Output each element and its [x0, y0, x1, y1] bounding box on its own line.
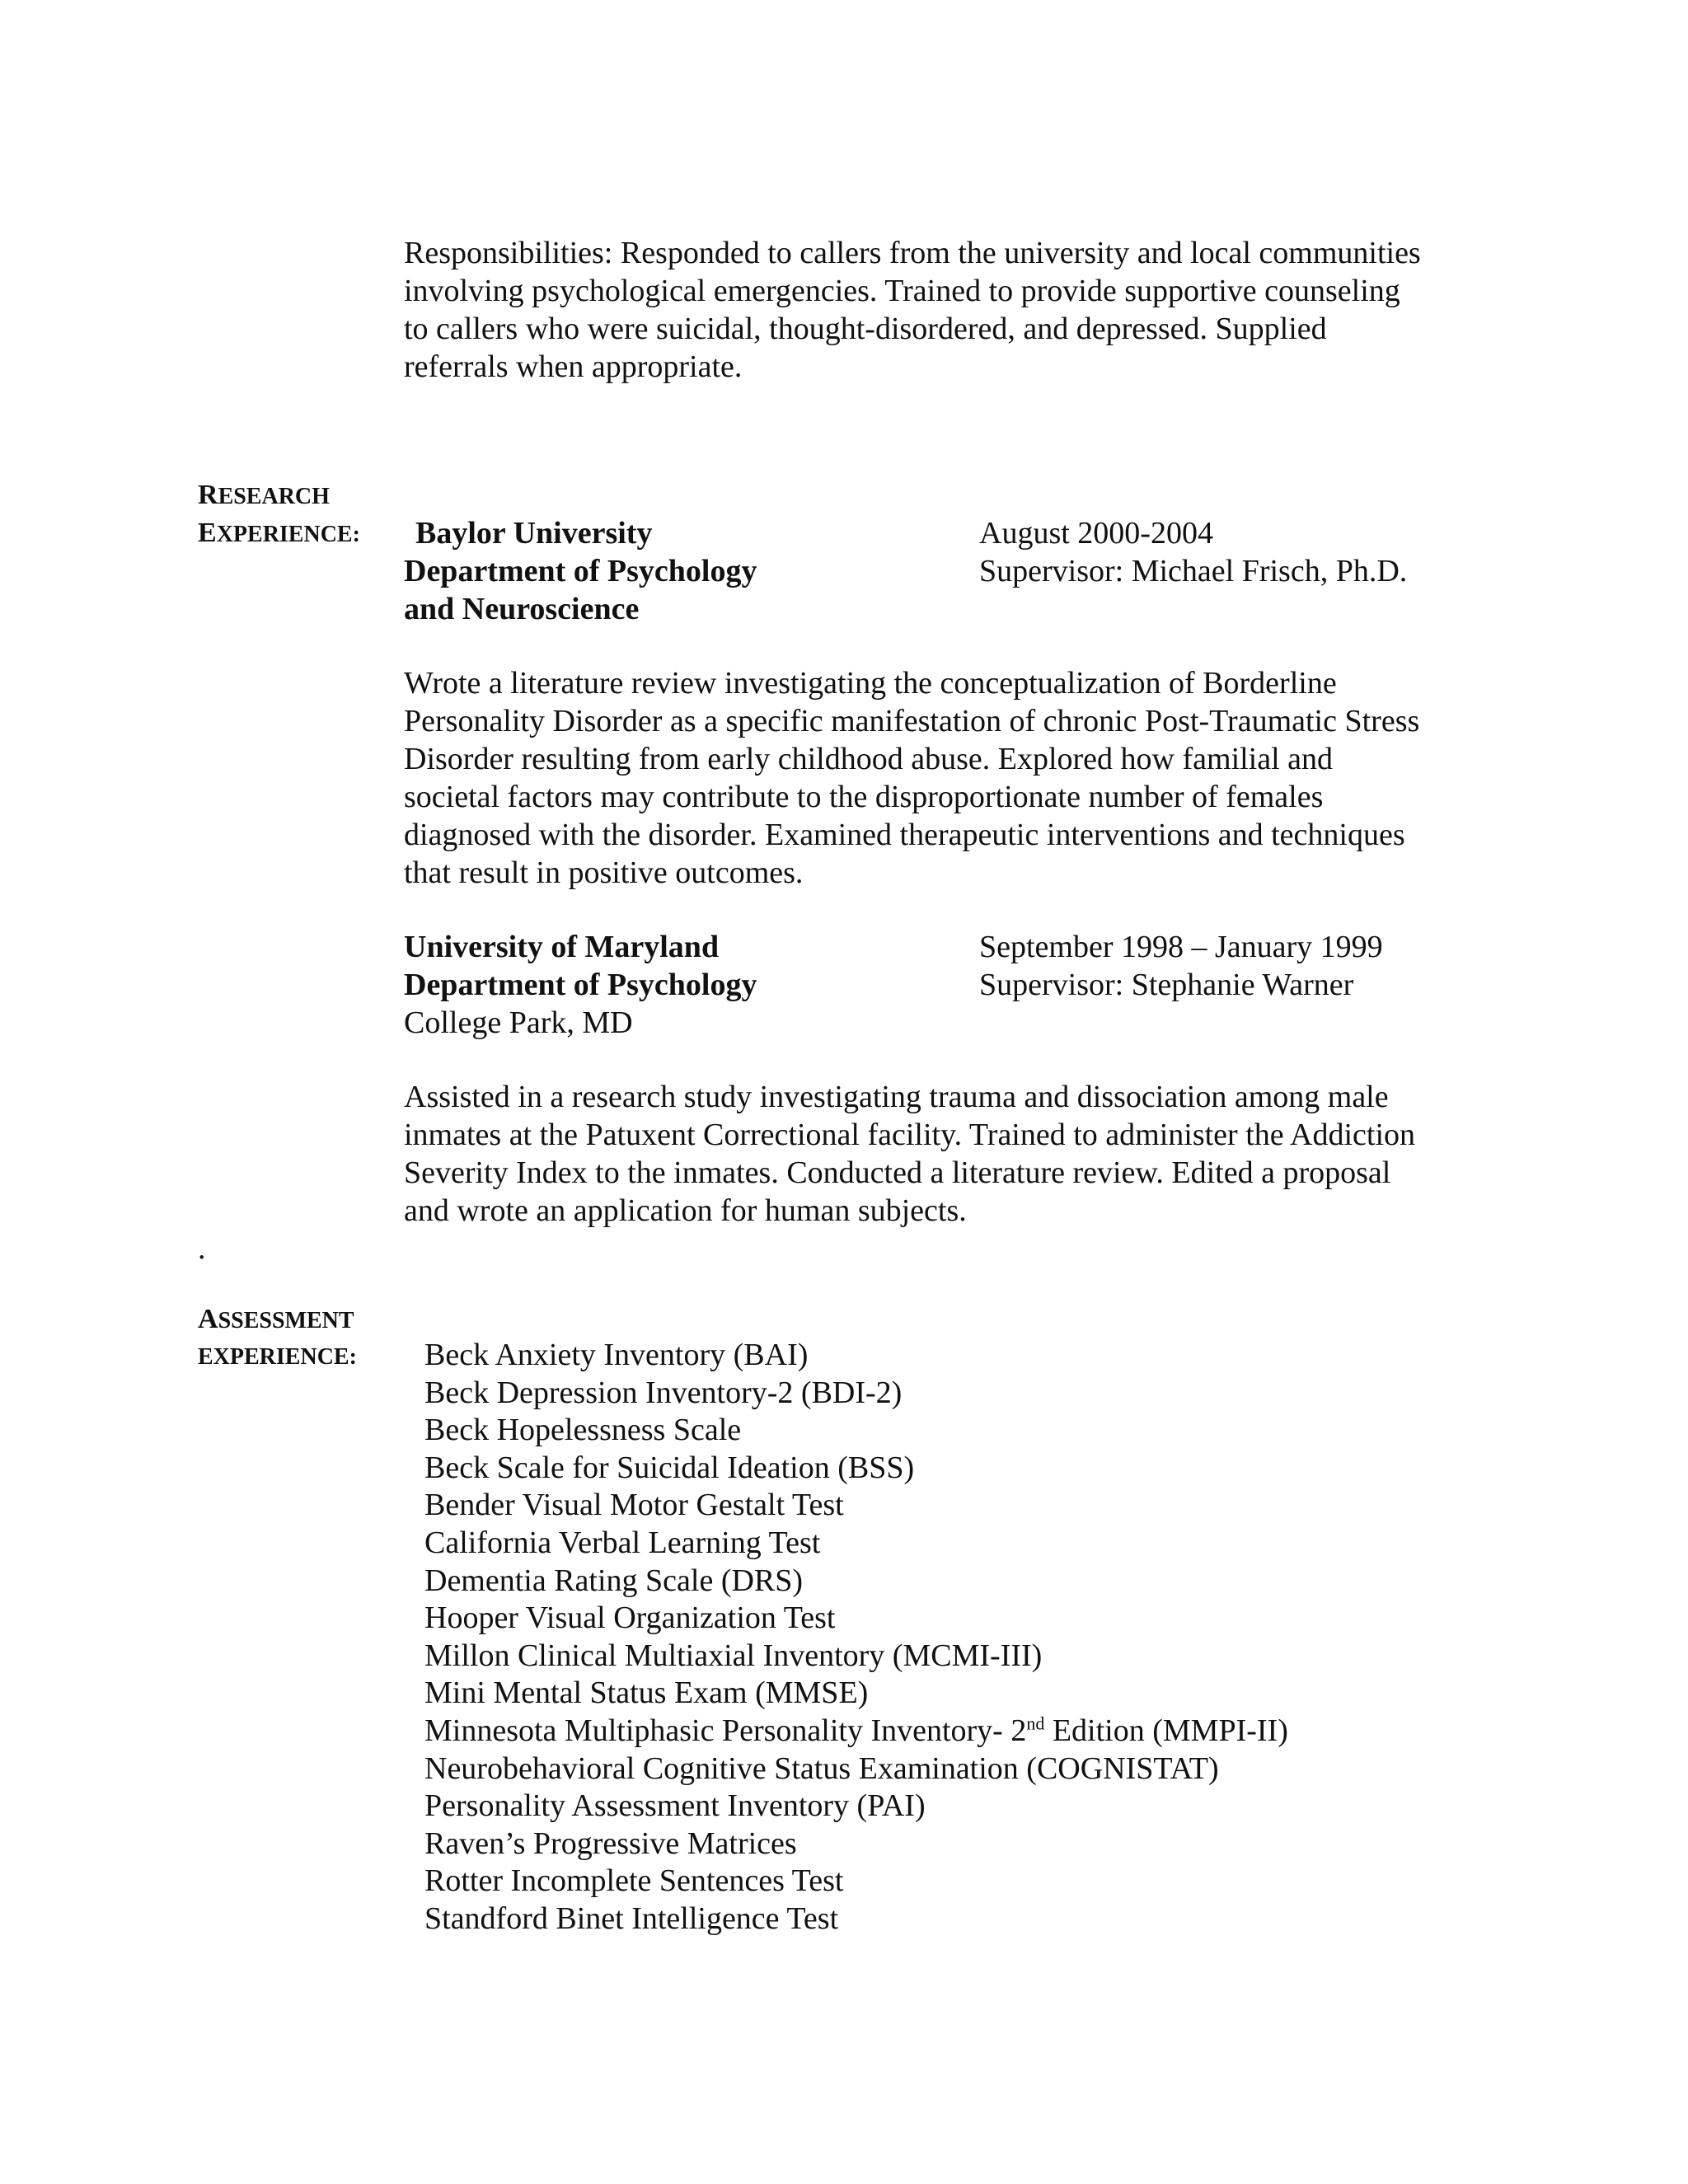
heading-rest: ESEARCH — [218, 484, 330, 509]
list-item: California Verbal Learning Test — [424, 1525, 821, 1560]
heading-initial: A — [198, 1304, 218, 1334]
department-line: Department of Psychology — [404, 554, 757, 588]
paragraph-line: societal factors may contribute to the disproportionate number of females — [404, 780, 1324, 814]
supervisor: Supervisor: Stephanie Warner — [979, 968, 1354, 1002]
baylor-institution — [415, 514, 652, 552]
institution-name: Baylor University — [415, 516, 653, 551]
department-line: Department of Psychology — [404, 968, 757, 1002]
list-item: Beck Scale for Suicidal Ideation (BSS) — [424, 1450, 915, 1485]
mmpi-text: Minnesota Multiphasic Personality Inventory- 2 — [424, 1713, 1027, 1748]
department-line: and Neuroscience — [404, 592, 640, 626]
paragraph-line: Wrote a literature review investigating the conceptualization of Borderline — [404, 666, 1337, 701]
list-item — [424, 1713, 1288, 1750]
paragraph-line: inmates at the Patuxent Correctional facility. Trained to administer the Addiction — [404, 1118, 1416, 1152]
baylor-description — [404, 664, 1492, 892]
paragraph-line: diagnosed with the disorder. Examined therapeutic interventions and techniques — [404, 818, 1405, 852]
baylor-meta — [979, 514, 1407, 590]
list-item: Standford Binet Intelligence Test — [424, 1900, 839, 1936]
ordinal-suffix: nd — [1026, 1713, 1045, 1734]
responsibilities-paragraph — [404, 234, 1492, 386]
paragraph-line: to callers who were suicidal, thought-disordered, and depressed. Supplied — [404, 312, 1327, 346]
list-item: Bender Visual Motor Gestalt Test — [424, 1488, 844, 1523]
assessment-heading-line1 — [198, 1301, 354, 1343]
baylor-department — [404, 552, 757, 628]
paragraph-line: that result in positive outcomes. — [404, 855, 804, 890]
list-item: Beck Hopelessness Scale — [424, 1413, 742, 1448]
paragraph-line: Assisted in a research study investigating trauma and dissociation among male — [404, 1080, 1389, 1114]
paragraph-line: involving psychological emergencies. Trained to provide supportive counseling — [404, 274, 1400, 308]
list-item: Hooper Visual Organization Test — [424, 1601, 836, 1636]
date-range: September 1998 – January 1999 — [979, 930, 1383, 964]
heading-rest: EXPERIENCE: — [198, 1344, 357, 1370]
supervisor: Supervisor: Michael Frisch, Ph.D. — [979, 554, 1408, 588]
paragraph-line: and wrote an application for human subjects. — [404, 1193, 967, 1228]
date-range: August 2000-2004 — [979, 516, 1213, 551]
paragraph-line: referrals when appropriate. — [404, 349, 743, 384]
maryland-meta — [979, 928, 1383, 1004]
paragraph-line: Responsibilities: Responded to callers from the university and local communities — [404, 236, 1421, 270]
heading-rest: SSESSMENT — [218, 1308, 354, 1333]
list-item: Beck Depression Inventory-2 (BDI-2) — [424, 1375, 903, 1410]
research-heading-line2 — [198, 514, 360, 557]
list-item: Rotter Incomplete Sentences Test — [424, 1863, 844, 1899]
maryland-description — [404, 1078, 1492, 1230]
list-item: Beck Anxiety Inventory (BAI) — [424, 1338, 809, 1372]
assessment-heading-line2 — [198, 1338, 357, 1380]
list-item: Personality Assessment Inventory (PAI) — [424, 1788, 926, 1824]
paragraph-line: Severity Index to the inmates. Conducted a literature review. Edited a proposal — [404, 1155, 1391, 1190]
heading-rest: XPERIENCE: — [216, 522, 360, 547]
maryland-institution-block — [404, 928, 757, 1042]
list-item: Mini Mental Status Exam (MMSE) — [424, 1675, 869, 1711]
heading-initial: E — [198, 518, 217, 548]
mmpi-text-end: Edition (MMPI-II) — [1044, 1713, 1288, 1748]
list-item: Dementia Rating Scale (DRS) — [424, 1563, 804, 1598]
stray-dot: . — [198, 1231, 206, 1266]
list-item: Raven’s Progressive Matrices — [424, 1825, 797, 1861]
assessment-test-list — [424, 1337, 1288, 1938]
paragraph-line: Personality Disorder as a specific manifestation of chronic Post-Traumatic Stress — [404, 704, 1420, 738]
institution-name: University of Maryland — [404, 930, 720, 964]
research-heading-line1 — [198, 476, 330, 519]
list-item: Millon Clinical Multiaxial Inventory (MCMI-III) — [424, 1638, 1043, 1673]
paragraph-line: Disorder resulting from early childhood abuse. Explored how familial and — [404, 742, 1334, 776]
heading-initial: R — [198, 480, 218, 510]
location: College Park, MD — [404, 1005, 633, 1040]
list-item: Neurobehavioral Cognitive Status Examination (COGNISTAT) — [424, 1750, 1219, 1786]
